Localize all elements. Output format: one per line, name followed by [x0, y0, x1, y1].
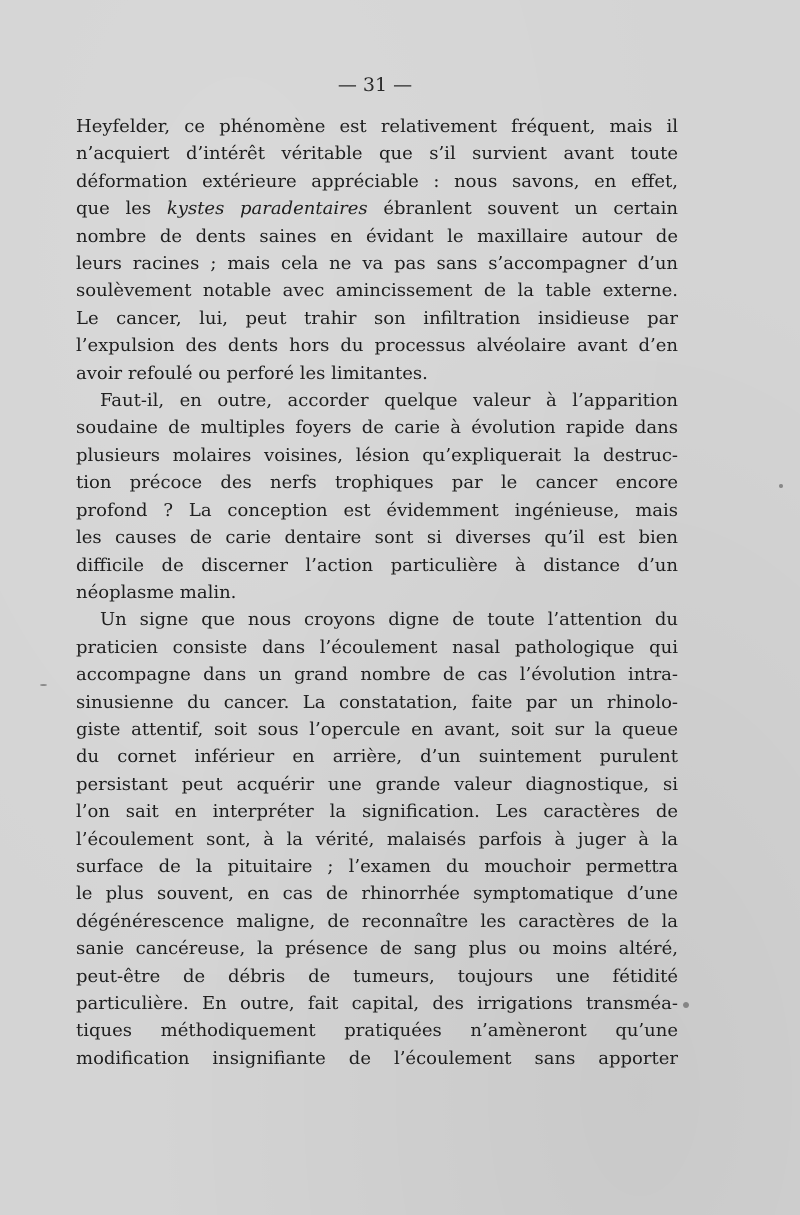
text-segment: l’on sait en interpréter la signification. Les caractères de	[76, 801, 678, 823]
text-segment: avoir refoulé ou perforé les limitantes.	[76, 362, 428, 384]
text-line	[76, 689, 678, 716]
text-line	[76, 606, 678, 633]
text-segment: peut-être de débris de tumeurs, toujours une fétidité	[76, 965, 678, 987]
text-line	[76, 634, 678, 661]
text-line	[76, 1017, 678, 1044]
text-line	[76, 826, 678, 853]
text-segment: Heyfelder, ce phénomène est relativement fréquent, mais il	[76, 116, 678, 137]
text-line	[76, 524, 678, 551]
text-line	[76, 305, 678, 332]
print-speck	[779, 484, 783, 488]
text-line	[76, 908, 678, 935]
paragraph	[76, 387, 678, 606]
text-line	[76, 1045, 678, 1072]
text-line	[76, 168, 678, 195]
paragraph	[76, 606, 678, 1072]
text-line	[76, 798, 678, 825]
text-line	[76, 332, 678, 359]
text-line	[76, 469, 678, 496]
print-speck	[40, 684, 47, 686]
text-segment: tion précoce des nerfs trophiques par le cancer encore	[76, 472, 678, 494]
page-number: — 31 —	[337, 74, 413, 96]
text-segment: difficile de discerner l’action particulière à distance d’un	[76, 554, 678, 576]
print-speck	[683, 1002, 689, 1008]
text-segment: les causes de carie dentaire sont si diverses qu’il est bien	[76, 527, 678, 549]
text-line	[76, 552, 678, 579]
text-line	[76, 360, 678, 387]
text-segment: dégénérescence maligne, de reconnaître les caractères de la	[76, 910, 678, 932]
text-segment: leurs racines ; mais cela ne va pas sans s’accompagner d’un	[76, 253, 678, 275]
text-line	[76, 880, 678, 907]
text-line	[76, 140, 678, 167]
text-segment: ébranlent souvent un certain	[367, 198, 678, 220]
text-segment: particulière. En outre, fait capital, des irrigations transméa-	[76, 993, 678, 1014]
text-segment: l’expulsion des dents hors du processus alvéolaire avant d’en	[76, 335, 678, 357]
text-line	[76, 195, 678, 222]
text-line	[76, 250, 678, 277]
text-segment: giste attentif, soit sous l’opercule en avant, soit sur la queue	[76, 718, 678, 740]
text-segment: le plus souvent, en cas de rhinorrhée symptomatique d’une	[76, 883, 678, 905]
text-line	[76, 716, 678, 743]
text-segment: Le cancer, lui, peut trahir son infiltration insidieuse par	[76, 307, 678, 329]
text-segment: Un signe que nous croyons digne de toute l’attention du	[100, 609, 678, 631]
text-segment: du cornet inférieur en arrière, d’un suintement purulent	[76, 746, 678, 768]
text-segment: sinusienne du cancer. La constatation, faite par un rhinolo-	[76, 691, 678, 713]
text-segment: persistant peut acquérir une grande valeur diagnostique, si	[76, 773, 678, 795]
text-segment: Faut-il, en outre, accorder quelque valeur à l’apparition	[100, 390, 678, 412]
text-line	[76, 661, 678, 688]
text-segment: néoplasme malin.	[76, 581, 237, 603]
text-segment: nombre de dents saines en évidant le maxillaire autour de	[76, 225, 678, 247]
body-text	[76, 113, 678, 1072]
text-line	[76, 277, 678, 304]
text-segment: soulèvement notable avec amincissement de la table externe.	[76, 280, 678, 302]
text-line	[76, 963, 678, 990]
text-line	[76, 579, 678, 606]
paragraph	[76, 113, 678, 387]
text-line	[76, 113, 678, 140]
text-segment: sanie cancéreuse, la présence de sang plus ou moins altéré,	[76, 938, 678, 960]
text-segment: praticien consiste dans l’écoulement nasal pathologique qui	[76, 636, 678, 658]
text-segment: que les	[76, 198, 167, 220]
text-segment: profond ? La conception est évidemment ingénieuse, mais	[76, 499, 678, 521]
text-segment: tiques méthodiquement pratiquées n’amèneront qu’une	[76, 1020, 678, 1042]
text-segment: kystes paradentaires	[166, 198, 368, 220]
text-line	[76, 771, 678, 798]
text-line	[76, 387, 678, 414]
text-segment: modification insignifiante de l’écoulement sans apporter	[76, 1047, 678, 1069]
text-segment: surface de la pituitaire ; l’examen du mouchoir permettra	[76, 855, 678, 877]
text-segment: soudaine de multiples foyers de carie à évolution rapide dans	[76, 417, 678, 439]
text-segment: déformation extérieure appréciable : nous savons, en effet,	[76, 170, 678, 192]
text-line	[76, 853, 678, 880]
text-segment: accompagne dans un grand nombre de cas l’évolution intra-	[76, 664, 678, 686]
text-line	[76, 497, 678, 524]
text-line	[76, 935, 678, 962]
text-line	[76, 990, 678, 1017]
text-line	[76, 223, 678, 250]
text-segment: n’acquiert d’intérêt véritable que s’il survient avant toute	[76, 143, 678, 165]
text-line	[76, 743, 678, 770]
text-segment: plusieurs molaires voisines, lésion qu’expliquerait la destruc-	[76, 444, 678, 466]
text-segment: l’écoulement sont, à la vérité, malaisés parfois à juger à la	[76, 828, 678, 850]
text-line	[76, 442, 678, 469]
text-line	[76, 414, 678, 441]
